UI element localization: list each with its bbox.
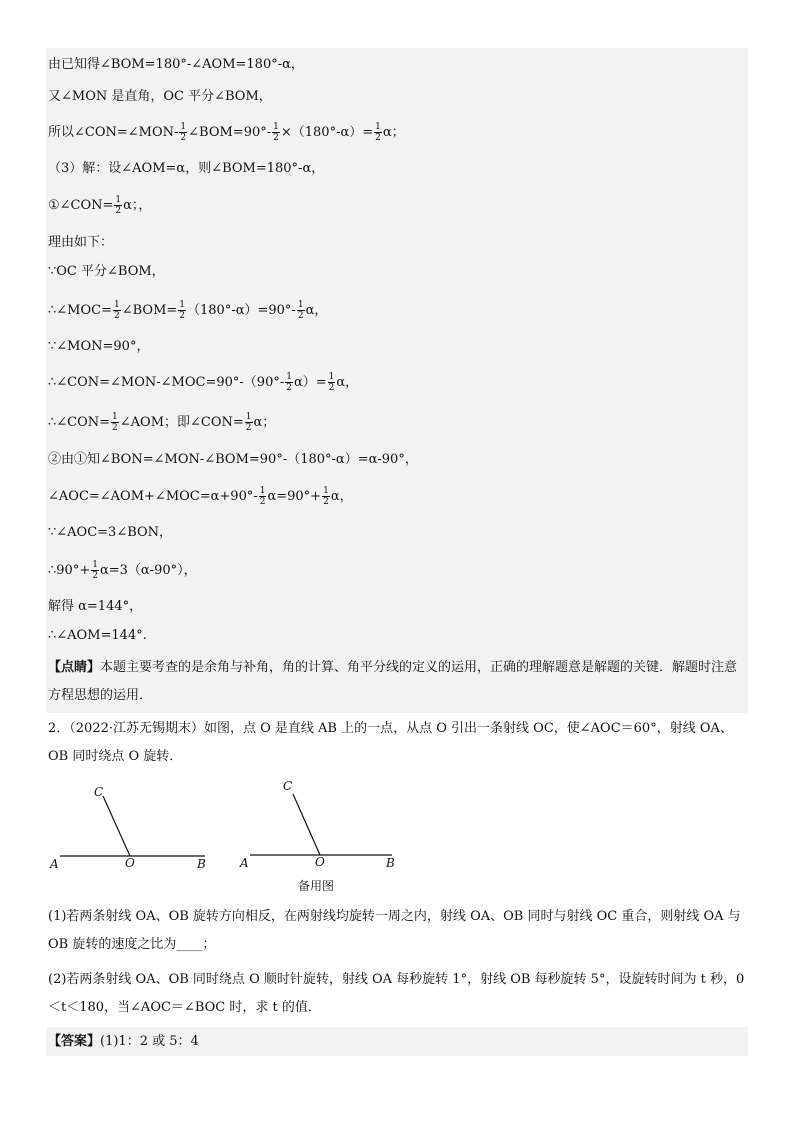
fig1-label-O: O [125,856,135,870]
solution-line-6: 理由如下： [48,235,114,250]
fig1-label-B: B [197,857,206,871]
comment-paragraph: 【点睛】本题主要考查的是余角与补角，角的计算、角平分线的定义的运用，正确的理解题意是解题的关键．解题时注意方程思想的运用． [48,660,738,703]
figure-1 [49,785,206,871]
fig2-caption: 备用图 [298,879,335,893]
solution-line-17: ∴∠AOM=144°. [48,628,147,643]
solution-line-16: 解得 α=144°， [48,599,143,614]
solution-line-15: ∴90°+ $\frac{1}{2}$ α=3（α-90°）， [48,560,197,581]
fig2-label-A: A [240,856,249,870]
solution-line-2: 又∠MON 是直角，OC 平分∠BOM， [48,89,272,104]
answer-tag: 【答案】 [48,1034,101,1049]
solution-line-9: ∵∠MON=90°， [48,339,150,354]
solution-line-14: ∵∠AOC=3∠BON， [48,525,173,540]
solution-line-7: ∵OC 平分∠BOM， [48,264,165,279]
solution-line-11: ∴∠CON= $\frac{1}{2}$ ∠AOM；即∠CON= $\frac{1}{2}$ α； [48,412,276,433]
geometry-figures [40,776,410,900]
fig2-label-B: B [386,856,395,870]
solution-line-4: （3）解：设∠AOM=α，则∠BOM=180°-α， [48,161,325,176]
fig2-label-O: O [315,855,325,869]
question-1: (1)若两条射线 OA、OB 旋转方向相反，在两射线均旋转一周之内，射线 OA、OB 同时与射线 OC 重合，则射线 OA 与 OB 旋转的速度之比为____； [48,909,741,952]
question-2: (2)若两条射线 OA、OB 同时绕点 O 顺时针旋转，射线 OA 每秒旋转 1°，射线 OB 每秒旋转 5°，设旋转时间为 t 秒，0＜t＜180，当∠AOC＝∠BOC 时，求 t 的值． [48,972,745,1015]
solution-line-5: ①∠CON= $\frac{1}{2}$ α；， [48,195,152,216]
solution-line-3: 所以∠CON=∠MON- $\frac{1}{2}$ ∠BOM=90°- $\frac{1}{2}$ ×（180°-α）= $\frac{1}{2}$ α； [48,122,405,143]
solution-line-13: ∠AOC=∠AOM+∠MOC=α+90°- $\frac{1}{2}$ α=90°+ $\frac{1}{2}$ α， [48,486,353,507]
figure-2 [239,779,395,893]
comment-tag: 【点睛】 [48,660,101,675]
solution-line-12: ②由①知∠BON=∠MON-∠BOM=90°-（180°-α）=α-90°， [48,452,418,467]
fig1-label-A: A [50,857,59,871]
fig1-label-C: C [94,785,104,799]
fig2-label-C: C [283,779,293,793]
solution-line-10: ∴∠CON=∠MON-∠MOC=90°-（90°- $\frac{1}{2}$ α）= $\frac{1}{2}$ α， [48,372,359,393]
answer-line: 【答案】(1)1：2 或 5：4 [48,1034,199,1049]
problem-stem: 2．（2022·江苏无锡期末）如图，点 O 是直线 AB 上的一点，从点 O 引出一条射线 OC，使∠AOC＝60°，射线 OA、OB 同时绕点 O 旋转． [48,721,733,764]
solution-line-1: 由已知得∠BOM=180°-∠AOM=180°-α， [48,57,304,72]
solution-line-8: ∴∠MOC= $\frac{1}{2}$ ∠BOM= $\frac{1}{2}$ （180°-α）=90°- $\frac{1}{2}$ α， [48,300,328,321]
